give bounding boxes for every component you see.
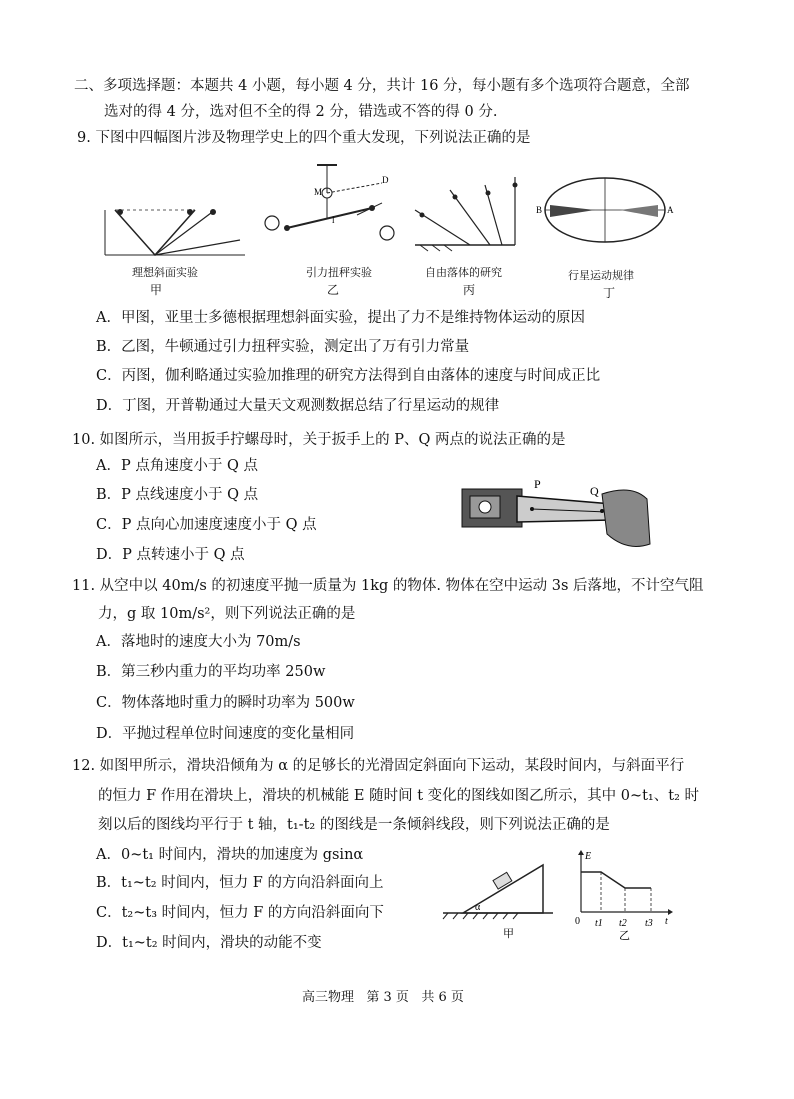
q10-stem: 10. 如图所示，当用扳手拧螺母时，关于扳手上的 P、Q 两点的说法正确的是 [72, 432, 566, 448]
q9-stem: 9. 下图中四幅图片涉及物理学史上的四个重大发现，下列说法正确的是 [77, 130, 531, 146]
section-title-line1: 二、多项选择题：本题共 4 小题，每小题 4 分，共计 16 分，每小题有多个选项符合题意，全部 [74, 78, 690, 94]
q11-stem-line2: 力，g 取 10m/s²，则下列说法正确的是 [98, 606, 356, 622]
q12-stem-line3: 刻以后的图线均平行于 t 轴，t₁-t₂ 的图线是一条倾斜线段，则下列说法正确的是 [98, 817, 610, 833]
q9-option-a: A．甲图，亚里士多德根据理想斜面实验，提出了力不是维持物体运动的原因 [96, 310, 585, 326]
q9-figure-label-2: 乙 [327, 283, 340, 297]
q9-figure-ideal-incline [100, 200, 250, 270]
q10-figure-wrench [462, 474, 652, 554]
q9-option-c: C．丙图，伽利略通过实验加推理的研究方法得到自由落体的速度与时间成正比 [96, 368, 601, 384]
q9-figure-free-fall [410, 175, 530, 255]
q9-figure-label-3: 丙 [463, 283, 476, 297]
q11-option-d: D．平抛过程单位时间速度的变化量相同 [96, 726, 355, 742]
q12-option-a: A．0~t₁ 时间内，滑块的加速度为 gsinα [96, 847, 364, 863]
q12-label-jia: 甲 [503, 928, 514, 940]
q12-e-axis-label: E [585, 851, 592, 862]
q9-option-d: D．丁图，开普勒通过大量天文观测数据总结了行星运动的规律 [96, 398, 500, 414]
q12-t3-label: t3 [645, 918, 653, 929]
q10-label-p: P [534, 477, 541, 491]
q9-option-b: B．乙图，牛顿通过引力扭秤实验，测定出了万有引力常量 [96, 339, 470, 355]
q9-figure-planet-orbit [536, 175, 674, 245]
q9-fig4-letter-b: B [536, 205, 543, 215]
q12-stem-line1: 12. 如图甲所示，滑块沿倾角为 α 的足够长的光滑固定斜面向下运动，某段时间内，与斜面平行 [72, 758, 685, 774]
page-footer: 高三物理 第 3 页 共 6 页 [302, 990, 464, 1005]
q12-figure-incline-block [443, 855, 563, 940]
q9-figure-caption-4: 行星运动规律 [568, 269, 634, 282]
q9-figure-caption-2: 引力扭秤实验 [306, 266, 372, 279]
q9-figure-caption-3: 自由落体的研究 [425, 266, 502, 279]
q9-figure-caption-1: 理想斜面实验 [132, 266, 198, 279]
q11-option-c: C．物体落地时重力的瞬时功率为 500w [96, 695, 355, 711]
q9-figure-label-4: 丁 [603, 286, 616, 300]
q10-option-b: B．P 点线速度小于 Q 点 [96, 487, 259, 503]
q12-label-yi: 乙 [619, 930, 630, 942]
section-title-line2: 选对的得 4 分，选对但不全的得 2 分，错选或不答的得 0 分. [104, 104, 498, 120]
q9-figure-torsion-balance [262, 163, 397, 258]
q12-option-b: B．t₁~t₂ 时间内，恒力 F 的方向沿斜面向上 [96, 875, 384, 891]
q10-label-q: Q [590, 484, 599, 498]
q10-option-c: C．P 点向心加速度速度小于 Q 点 [96, 517, 317, 533]
q9-fig4-letter-a: A [667, 205, 674, 215]
q12-option-d: D．t₁~t₂ 时间内，滑块的动能不变 [96, 935, 322, 951]
q12-stem-line2: 的恒力 F 作用在滑块上，滑块的机械能 E 随时间 t 变化的图线如图乙所示，其中 0~t₁、t₂ 时 [98, 788, 699, 804]
q9-fig2-letter-m: M [314, 187, 323, 197]
q12-t2-label: t2 [619, 918, 627, 929]
q11-option-a: A．落地时的速度大小为 70m/s [96, 634, 301, 650]
q12-alpha-label: α [475, 902, 481, 913]
q9-fig2-letter-d: D [382, 175, 389, 185]
q12-origin-label: 0 [575, 916, 580, 927]
q12-figure-energy-graph [573, 850, 673, 940]
q11-stem-line1: 11. 从空中以 40m/s 的初速度平抛一质量为 1kg 的物体. 物体在空中运动 3s 后落地，不计空气阻 [72, 578, 704, 594]
q10-option-a: A．P 点角速度小于 Q 点 [96, 458, 258, 474]
q9-figure-label-1: 甲 [150, 283, 163, 297]
q12-t1-label: t1 [595, 918, 603, 929]
q10-option-d: D．P 点转速小于 Q 点 [96, 547, 245, 563]
q12-t-axis-label: t [665, 916, 668, 927]
q11-option-b: B．第三秒内重力的平均功率 250w [96, 664, 326, 680]
q12-option-c: C．t₂~t₃ 时间内，恒力 F 的方向沿斜面向下 [96, 905, 384, 921]
q9-fig2-letter-l: l [332, 215, 335, 225]
